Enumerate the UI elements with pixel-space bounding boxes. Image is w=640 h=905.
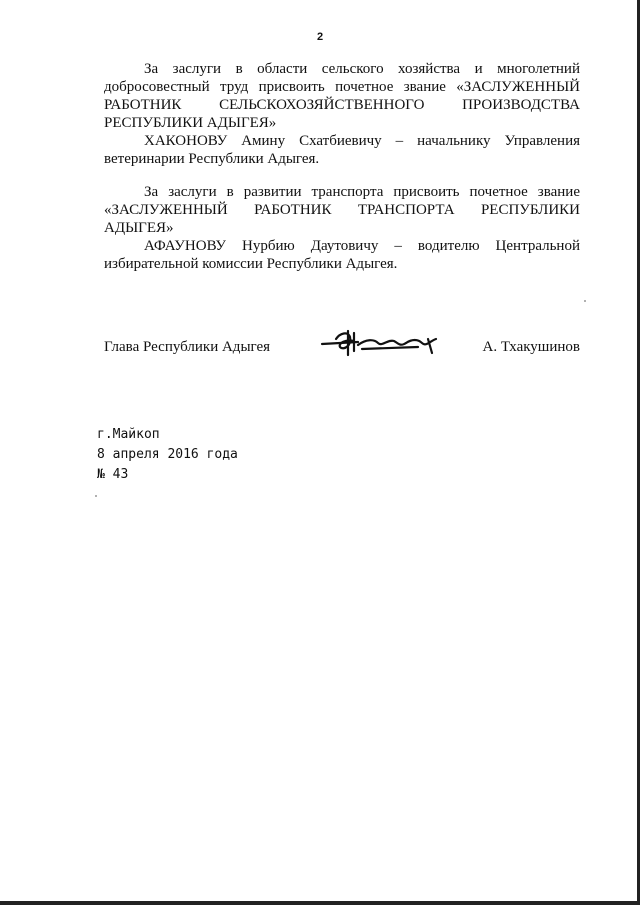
date-line: 8 апреля 2016 года <box>97 447 238 462</box>
scan-speck <box>584 300 586 302</box>
paragraph-line: РАБОТНИК СЕЛЬСКОХОЗЯЙСТВЕННОГО ПРОИЗВОДСТВА <box>104 97 580 113</box>
signatory-name: А. Тхакушинов <box>482 339 580 355</box>
paragraph-line: РЕСПУБЛИКИ АДЫГЕЯ» <box>104 115 277 131</box>
document-footer <box>97 425 238 485</box>
scan-edge-bottom <box>0 901 640 905</box>
paragraph-line: ХАКОНОВУ Амину Схатбиевичу – начальнику Управления <box>144 133 580 149</box>
signatory-title: Глава Республики Адыгея <box>104 339 271 355</box>
paragraph-line: За заслуги в развитии транспорта присвоить почетное звание <box>144 184 580 200</box>
paragraph-line: За заслуги в области сельского хозяйства и многолетний <box>144 61 580 77</box>
handwritten-signature <box>318 327 442 361</box>
award-agriculture-paragraph <box>104 60 580 132</box>
paragraph-line: ветеринарии Республики Адыгея. <box>104 151 320 167</box>
award-transport-paragraph <box>104 183 580 237</box>
paragraph-line: «ЗАСЛУЖЕННЫЙ РАБОТНИК ТРАНСПОРТА РЕСПУБЛИКИ <box>104 202 580 218</box>
city-line: г.Майкоп <box>97 427 160 442</box>
signature-block <box>104 339 580 361</box>
paragraph-line: АДЫГЕЯ» <box>104 220 174 236</box>
number-line: № 43 <box>97 467 129 482</box>
paragraph-line: добросовестный труд присвоить почетное звание «ЗАСЛУЖЕННЫЙ <box>104 79 580 95</box>
awardee-afaunov-paragraph <box>104 237 580 273</box>
paragraph-line: АФАУНОВУ Нурбию Даутовичу – водителю Центральной <box>144 238 580 254</box>
awardee-khakonov-paragraph <box>104 132 580 168</box>
page-number: 2 <box>316 31 324 43</box>
paragraph-line: избирательной комиссии Республики Адыгея. <box>104 256 398 272</box>
scan-speck <box>95 495 97 497</box>
